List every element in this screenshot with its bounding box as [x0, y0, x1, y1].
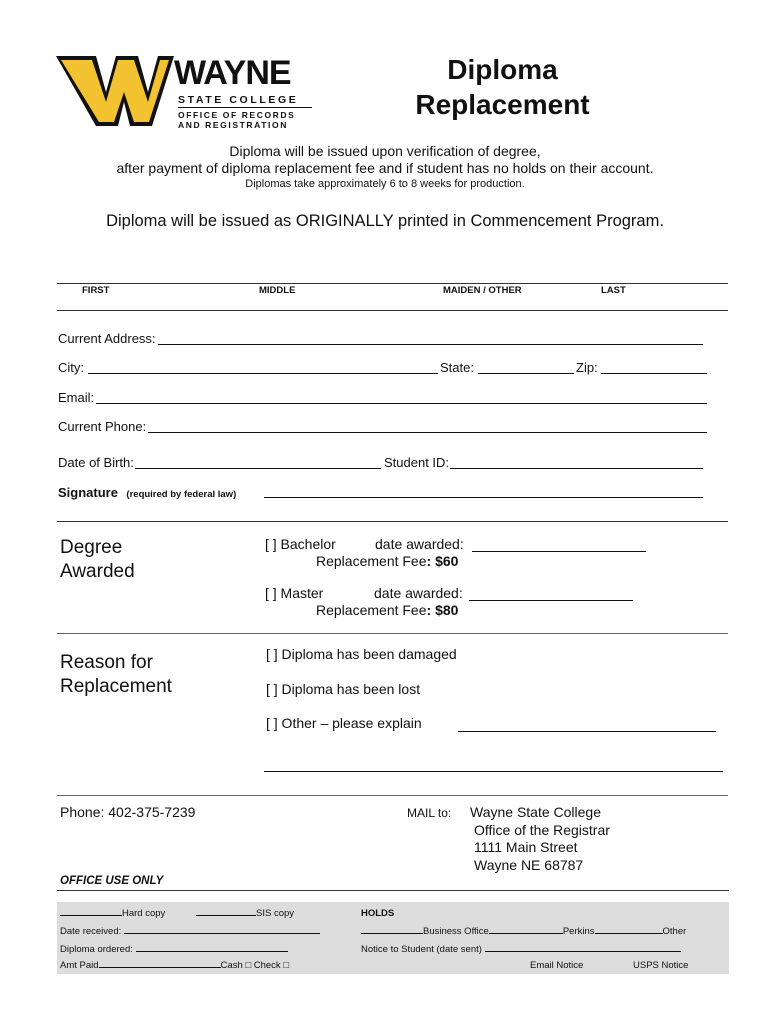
- date-of-birth-input[interactable]: [135, 468, 381, 469]
- bachelor-fee-label: Replacement Fee: [316, 553, 427, 569]
- mailing-address-line4: Wayne NE 68787: [474, 856, 584, 873]
- sis-copy-field: [196, 908, 294, 919]
- state-label: State:: [440, 360, 474, 375]
- diploma-ordered-field: [60, 944, 288, 955]
- reason-heading: [60, 651, 172, 699]
- amt-paid-label: Amt Paid: [60, 960, 99, 971]
- zip-label: Zip:: [576, 360, 598, 375]
- current-address-input[interactable]: [158, 344, 703, 345]
- other-hold-input[interactable]: [595, 933, 663, 934]
- amt-paid-field: [60, 960, 289, 971]
- notice-student-input[interactable]: [485, 951, 681, 952]
- mail-to-label: MAIL to:: [407, 806, 452, 820]
- logo-state-college: STATE COLLEGE: [178, 94, 299, 106]
- title-line1: Diploma: [447, 54, 558, 85]
- usps-notice-label[interactable]: USPS Notice: [633, 960, 689, 971]
- logo-wayne-text: WAYNE: [174, 54, 291, 92]
- title-line2: Replacement: [415, 89, 590, 120]
- diploma-ordered-label: Diploma ordered:: [60, 944, 133, 955]
- last-name-label: LAST: [601, 285, 626, 296]
- office-use-panel: [57, 902, 729, 974]
- reason-other-checkbox[interactable]: [ ] Other – please explain: [266, 715, 422, 731]
- office-top-rule: [57, 890, 729, 891]
- bachelor-checkbox[interactable]: [ ] Bachelor: [265, 536, 336, 552]
- perkins-label: Perkins: [562, 926, 595, 937]
- current-address-label: Current Address:: [58, 331, 156, 346]
- logo-office-line1: OFFICE OF RECORDS: [178, 110, 296, 120]
- notice-student-label: Notice to Student (date sent): [361, 944, 482, 955]
- signature-note: (required by federal law): [126, 489, 237, 500]
- city-input[interactable]: [88, 373, 438, 374]
- reason-damaged-checkbox[interactable]: [ ] Diploma has been damaged: [266, 646, 457, 662]
- intro-line1: Diploma will be issued upon verification of degree,: [229, 143, 541, 159]
- perkins-input[interactable]: [489, 933, 563, 934]
- reason-heading-line1: Reason for: [60, 652, 153, 673]
- office-use-heading: OFFICE USE ONLY: [60, 875, 164, 887]
- name-bottom-rule: [57, 310, 728, 311]
- mailing-address-line3: 1111 Main Street: [474, 839, 578, 855]
- business-office-input[interactable]: [361, 933, 423, 934]
- business-office-field: [361, 926, 686, 937]
- hard-copy-field: [60, 908, 165, 919]
- master-fee-value: : $80: [426, 602, 459, 618]
- signature-label: Signature: [58, 485, 118, 500]
- zip-input[interactable]: [601, 373, 707, 374]
- name-top-rule: [57, 283, 728, 284]
- first-name-label: FIRST: [82, 285, 110, 296]
- reason-lost-checkbox[interactable]: [ ] Diploma has been lost: [266, 681, 421, 697]
- sis-copy-label: SIS copy: [256, 908, 295, 919]
- maiden-name-label: MAIDEN / OTHER: [443, 285, 522, 296]
- business-office-label: Business Office: [423, 926, 489, 937]
- master-date-label: date awarded:: [374, 585, 463, 601]
- bachelor-fee: [316, 553, 458, 570]
- intro-line3: Diplomas take approximately 6 to 8 weeks for production.: [245, 178, 525, 190]
- logo-divider: [178, 107, 312, 108]
- registrar-phone: Phone: 402-375-7239: [60, 804, 196, 820]
- date-of-birth-label: Date of Birth:: [58, 455, 134, 470]
- bachelor-date-input[interactable]: [472, 551, 646, 552]
- reason-explain-line[interactable]: [264, 771, 723, 772]
- current-phone-label: Current Phone:: [58, 419, 147, 434]
- cash-check-options[interactable]: Cash □ Check □: [220, 960, 290, 971]
- sis-copy-input[interactable]: [196, 915, 256, 916]
- hard-copy-input[interactable]: [60, 915, 122, 916]
- signature-row: [58, 484, 236, 502]
- date-received-input[interactable]: [124, 933, 320, 934]
- email-input[interactable]: [96, 403, 707, 404]
- mailing-address: [470, 804, 610, 874]
- degree-heading-line2: Awarded: [60, 561, 135, 582]
- reason-top-rule: [57, 633, 728, 634]
- notice-student-field: [361, 944, 681, 955]
- degree-heading-line1: Degree: [60, 537, 123, 558]
- other-hold-label: Other: [662, 926, 687, 937]
- student-id-input[interactable]: [450, 468, 703, 469]
- current-phone-input[interactable]: [148, 432, 707, 433]
- email-notice-label[interactable]: Email Notice: [530, 960, 584, 971]
- mailing-address-line2: Office of the Registrar: [474, 821, 610, 838]
- degree-heading: [60, 536, 135, 584]
- commencement-notice: Diploma will be issued as ORIGINALLY printed in Commencement Program.: [106, 212, 664, 230]
- intro-line2: after payment of diploma replacement fee and if student has no holds on their account.: [116, 160, 654, 176]
- master-checkbox[interactable]: [ ] Master: [265, 585, 324, 601]
- bachelor-fee-value: : $60: [426, 553, 459, 569]
- name-input-area[interactable]: [57, 296, 728, 310]
- state-input[interactable]: [478, 373, 574, 374]
- reason-other-input[interactable]: [458, 731, 716, 732]
- master-fee-label: Replacement Fee: [316, 602, 427, 618]
- master-date-input[interactable]: [469, 600, 633, 601]
- holds-heading: HOLDS: [361, 908, 395, 919]
- wayne-state-logo: [56, 52, 316, 132]
- reason-heading-line2: Replacement: [60, 676, 172, 697]
- contact-top-rule: [57, 795, 728, 796]
- city-label: City:: [58, 360, 84, 375]
- page-title: [400, 52, 605, 122]
- master-fee: [316, 602, 458, 619]
- date-received-label: Date received:: [60, 926, 122, 937]
- logo-office-line2: AND REGISTRATION: [178, 120, 288, 130]
- middle-name-label: MIDDLE: [259, 285, 296, 296]
- signature-input[interactable]: [264, 497, 703, 498]
- mailing-address-line1: Wayne State College: [470, 804, 601, 820]
- hard-copy-label: Hard copy: [122, 908, 166, 919]
- student-id-label: Student ID:: [384, 455, 450, 470]
- diploma-ordered-input[interactable]: [136, 951, 288, 952]
- degree-top-rule: [57, 521, 728, 522]
- date-received-field: [60, 926, 320, 937]
- email-label: Email:: [58, 390, 95, 405]
- amt-paid-input[interactable]: [99, 967, 221, 968]
- bachelor-date-label: date awarded:: [375, 536, 464, 552]
